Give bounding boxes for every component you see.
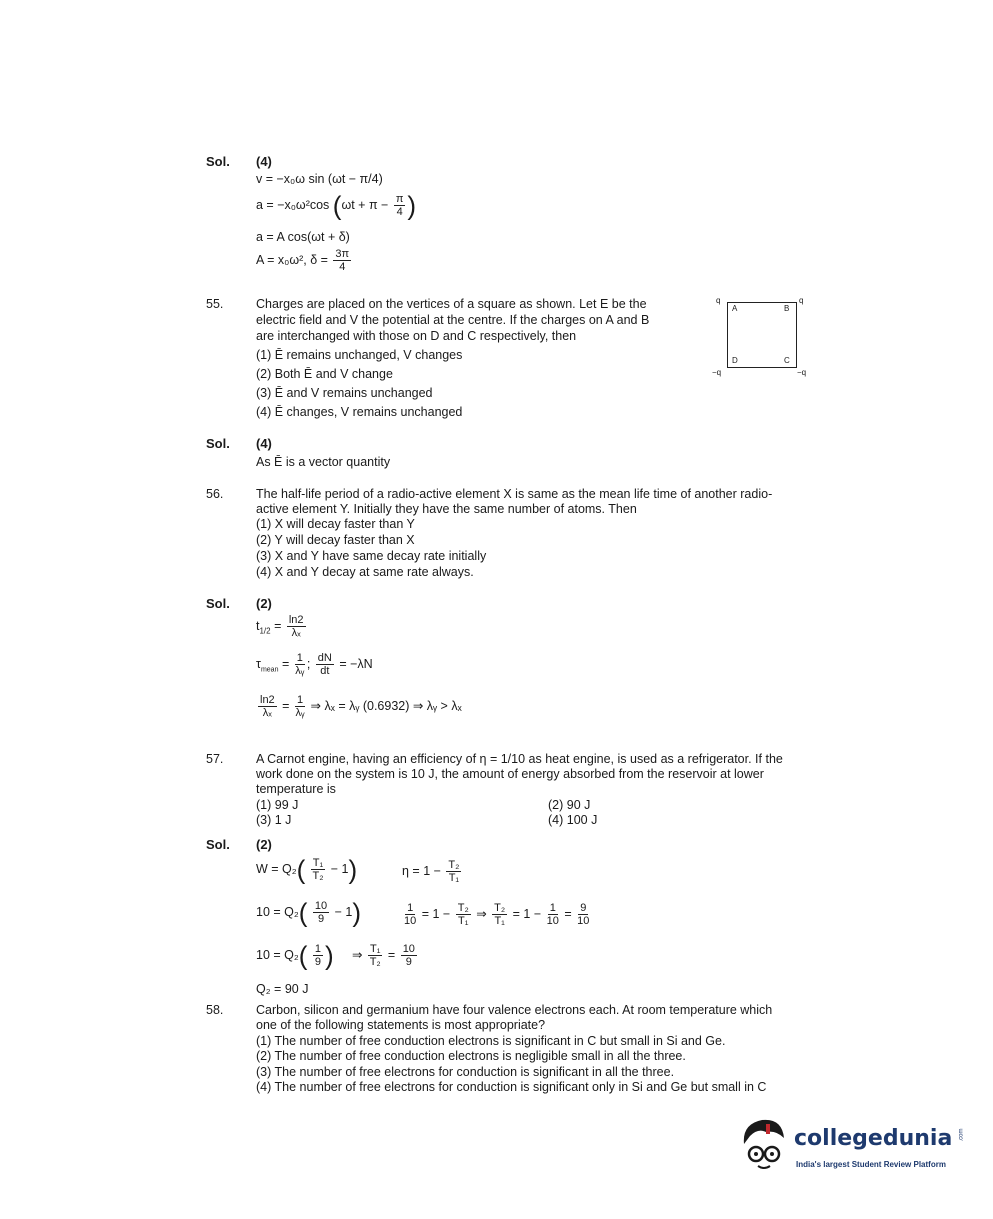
logo-tagline: India's largest Student Review Platform — [796, 1160, 946, 1169]
option: (2) Y will decay faster than X — [256, 533, 415, 547]
option: (3) 1 J — [256, 813, 292, 827]
question-line: one of the following statements is most appropriate? — [256, 1018, 546, 1032]
question-line: electric field and V the potential at the centre. If the charges on A and B — [256, 313, 650, 327]
question-line: Charges are placed on the vertices of a square as shown. Let E be the — [256, 297, 647, 311]
question-number: 55. — [206, 297, 224, 311]
equation: Q₂ = 90 J — [256, 982, 309, 996]
equation: $\frac{\ln 2}{\text{λₓ}}$ = $\frac{1}{\text{λᵧ}}$ ⇒ λₓ = λᵧ (0.6932) ⇒ λᵧ > λₓ — [260, 694, 462, 719]
equation: $t_{1/2}$ = $\frac{\ln 2}{\text{λₓ}}$ — [256, 614, 304, 639]
sol-answer: (2) — [256, 596, 272, 611]
question-line: Carbon, silicon and germanium have four valence electrons each. At room temperature which — [256, 1003, 773, 1017]
question-number: 58. — [206, 1003, 224, 1017]
option: (4) Ē changes, V remains unchanged — [256, 405, 463, 419]
sol-label: Sol. — [206, 154, 230, 169]
corner-label-a: A — [732, 304, 738, 313]
equation: ⇒ $\frac{\text{T₁}}{\text{T₂}}$ = $\frac{10}{9}$ — [352, 943, 415, 968]
question-line: work done on the system is 10 J, the amount of energy absorbed from the reservoir at lower — [256, 767, 764, 781]
equation: $\frac{1}{10}$ = 1 − $\frac{\text{T₂}}{\text{T₁}}$ ⇒ $\frac{\text{T₂}}{\text{T₁}}$ = 1 − $\frac{1}{10}$ = $\frac{9}{10}$ — [404, 902, 590, 927]
equation: a = −x₀ω²cos (ωt + π − $\frac{\pi}{4}$ ) — [256, 190, 417, 221]
sol-label: Sol. — [206, 837, 230, 852]
corner-label-c: C — [784, 356, 790, 365]
logo-dotcom: .com — [958, 1128, 965, 1142]
equation: a = A cos(ωt + δ) — [256, 230, 350, 244]
equation: η = 1 − $\frac{\text{T₂}}{\text{T₁}}$ — [402, 859, 460, 884]
option: (3) Ē and V remains unchanged — [256, 386, 433, 400]
question-line: temperature is — [256, 782, 336, 796]
equation: 10 = Q₂( $\frac{10}{9}$ − 1) — [256, 897, 362, 928]
equation: v = −x₀ω sin (ωt − π/4) — [256, 172, 383, 186]
equation: A = x₀ω², δ = $\frac{3\pi}{4}$ — [256, 248, 350, 273]
corner-label-b: B — [784, 304, 790, 313]
logo-wordmark: collegedunia — [794, 1126, 953, 1151]
charge-label-c: −q — [797, 368, 807, 377]
option: (2) Both Ē and V change — [256, 367, 393, 381]
option: (1) X will decay faster than Y — [256, 517, 415, 531]
sol-answer: (4) — [256, 154, 272, 169]
option: (2) The number of free conduction electrons is negligible small in all the three. — [256, 1049, 686, 1063]
question-number: 57. — [206, 752, 224, 766]
question-line: The half-life period of a radio-active element X is same as the mean life time of another radio- — [256, 487, 773, 501]
sol-answer: (2) — [256, 837, 272, 852]
charge-label-b: q — [799, 296, 804, 305]
option: (4) X and Y decay at same rate always. — [256, 565, 474, 579]
option: (1) The number of free conduction electrons is significant in C but small in Si and Ge. — [256, 1034, 726, 1048]
sol-text: As Ē is a vector quantity — [256, 455, 391, 469]
sol-label: Sol. — [206, 596, 230, 611]
option: (1) Ē remains unchanged, V changes — [256, 348, 463, 362]
equation: 10 = Q₂( $\frac{1}{9}$ ) — [256, 940, 334, 971]
question-line: active element Y. Initially they have the same number of atoms. Then — [256, 502, 637, 516]
option: (3) X and Y have same decay rate initially — [256, 549, 487, 563]
sol-label: Sol. — [206, 436, 230, 451]
question-line: A Carnot engine, having an efficiency of η = 1/10 as heat engine, is used as a refrigerator. If the — [256, 752, 783, 766]
question-line: are interchanged with those on D and C respectively, then — [256, 329, 577, 343]
corner-label-d: D — [732, 356, 738, 365]
equation: W = Q₂( $\frac{\text{T₁}}{\text{T₂}}$ − 1) — [256, 854, 358, 885]
option: (4) 100 J — [548, 813, 598, 827]
option: (3) The number of free electrons for conduction is significant in all the three. — [256, 1065, 675, 1079]
sol-answer: (4) — [256, 436, 272, 451]
option: (2) 90 J — [548, 798, 591, 812]
question-number: 56. — [206, 487, 224, 501]
option: (4) The number of free electrons for conduction is significant only in Si and Ge but small in C — [256, 1080, 767, 1094]
option: (1) 99 J — [256, 798, 299, 812]
mascot-icon — [736, 1114, 792, 1174]
equation: $\tau_{mean}$ = $\frac{1}{\text{λᵧ}}$ ; $\frac{dN}{dt}$ = −λN — [256, 652, 373, 677]
charge-label-d: −q — [712, 368, 722, 377]
charge-label-a: q — [716, 296, 721, 305]
